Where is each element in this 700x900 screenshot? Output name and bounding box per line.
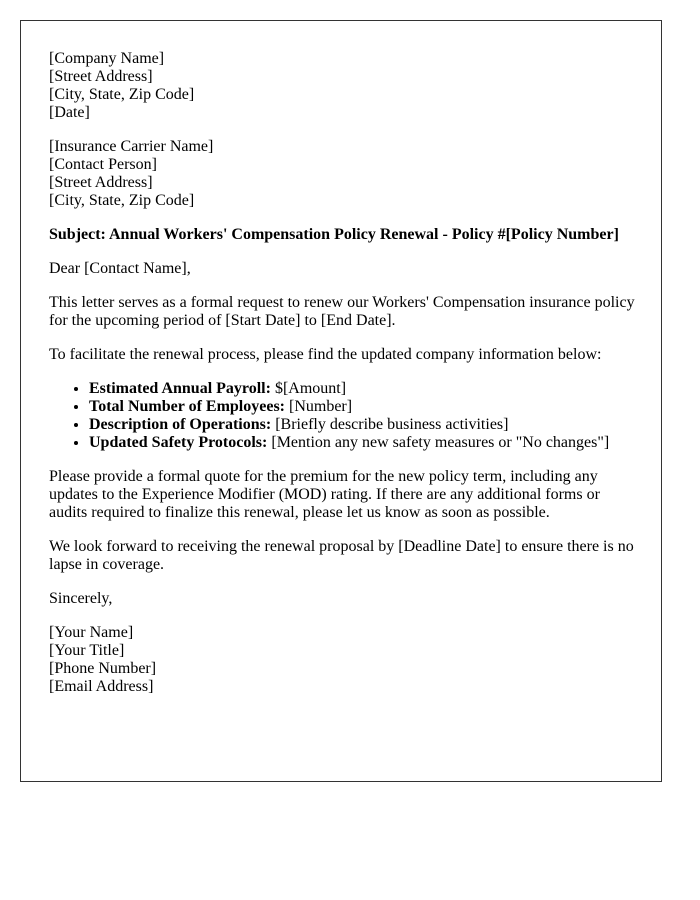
recipient-city-state-zip: [City, State, Zip Code]	[49, 192, 195, 209]
closing-note-paragraph: We look forward to receiving the renewal proposal by [Deadline Date] to ensure there is no lapse in coverage.	[49, 538, 634, 573]
signature-block	[49, 624, 639, 696]
sender-address	[49, 50, 639, 122]
list-item-label: Updated Safety Protocols:	[89, 434, 268, 451]
list-item-operations	[89, 416, 639, 434]
list-item-label: Total Number of Employees:	[89, 398, 285, 415]
sender-city-state-zip: [City, State, Zip Code]	[49, 86, 195, 103]
quote-request-paragraph: Please provide a formal quote for the premium for the new policy term, including any updates to the Experience Modifier (MOD) rating. If there are any additional forms or audits required to finalize this renewal, please let us know as soon as possible.	[49, 468, 600, 521]
list-item-payroll	[89, 380, 639, 398]
recipient-carrier-name: [Insurance Carrier Name]	[49, 138, 214, 155]
letter-content	[49, 50, 639, 712]
letter-page	[20, 20, 662, 782]
intro-paragraph: This letter serves as a formal request to renew our Workers' Compensation insurance policy for the upcoming period of [Start Date] to [End Date].	[49, 294, 635, 329]
letter-date: [Date]	[49, 104, 90, 121]
company-info-list	[49, 380, 639, 452]
sender-company-name: [Company Name]	[49, 50, 165, 67]
closing: Sincerely,	[49, 590, 113, 607]
recipient-street-address: [Street Address]	[49, 174, 153, 191]
signature-email: [Email Address]	[49, 678, 154, 695]
recipient-contact-person: [Contact Person]	[49, 156, 157, 173]
list-item-label: Estimated Annual Payroll:	[89, 380, 271, 397]
recipient-address	[49, 138, 639, 210]
signature-name: [Your Name]	[49, 624, 134, 641]
list-item-value: $[Amount]	[270, 380, 347, 397]
lead-in-paragraph: To facilitate the renewal process, please find the updated company information below:	[49, 346, 602, 363]
list-item-employees	[89, 398, 639, 416]
salutation: Dear [Contact Name],	[49, 260, 191, 277]
subject-line: Subject: Annual Workers' Compensation Policy Renewal - Policy #[Policy Number]	[49, 226, 619, 243]
list-item-value: [Mention any new safety measures or "No changes"]	[267, 434, 610, 451]
list-item-label: Description of Operations:	[89, 416, 272, 433]
list-item-value: [Briefly describe business activities]	[271, 416, 509, 433]
signature-title: [Your Title]	[49, 642, 125, 659]
signature-phone: [Phone Number]	[49, 660, 157, 677]
list-item-safety	[89, 434, 639, 452]
list-item-value: [Number]	[285, 398, 353, 415]
sender-street-address: [Street Address]	[49, 68, 153, 85]
